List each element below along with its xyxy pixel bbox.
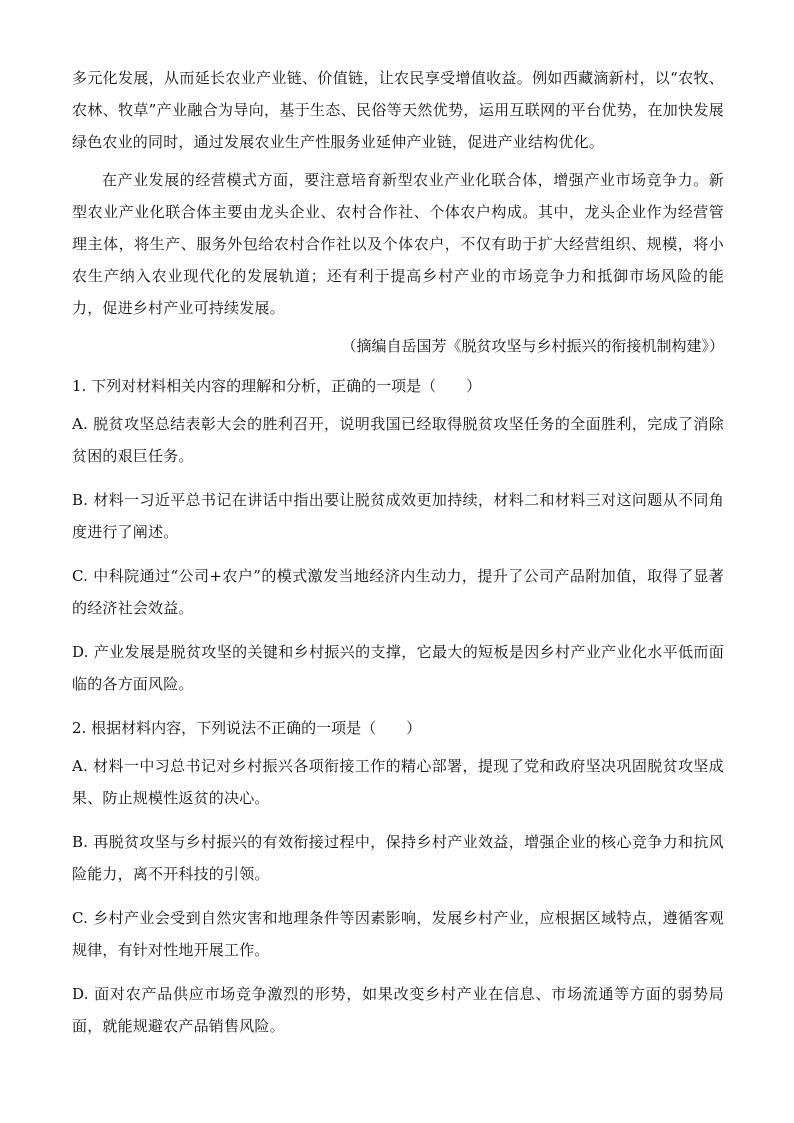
question-2-option-b: B. 再脱贫攻坚与乡村振兴的有效衔接过程中，保持乡村产业效益，增强企业的核心竞争力和抗风险能力，离不开科技的引领。 <box>72 833 724 883</box>
passage-paragraph-1: 多元化发展，从而延长农业产业链、价值链，让农民享受增值收益。例如西藏滴新村，以“农牧、农林、牧草”产业融合为导向，基于生态、民俗等天然优势，运用互联网的平台优势，在加快发展绿色农业的同时，通过发展农业生产性服务业延伸产业链，促进产业结构优化。 <box>72 69 724 151</box>
question-2-option-c: C. 乡村产业会受到自然灾害和地理条件等因素影响，发展乡村产业，应根据区域特点，遵循客观规律，有针对性地开展工作。 <box>72 909 724 959</box>
question-1-option-b: B. 材料一习近平总书记在讲话中指出要让脱贫成效更加持续，材料二和材料三对这问题从不同角度进行了阐述。 <box>72 491 724 541</box>
question-2-stem: 2. 根据材料内容，下列说法不正确的一项是（ ） <box>72 719 422 737</box>
passage-source: （摘编自岳国芳《脱贫攻坚与乡村振兴的衔接机制构建》） <box>341 337 724 355</box>
question-1-option-d: D. 产业发展是脱贫攻坚的关键和乡村振兴的支撑，它最大的短板是因乡村产业产业化水平低而面临的各方面风险。 <box>72 643 724 693</box>
passage-paragraph-2: 在产业发展的经营模式方面，要注意培育新型农业产业化联合体，增强产业市场竞争力。新型农业产业化联合体主要由龙头企业、农村合作社、个体农户构成。其中，龙头企业作为经营管理主体，将生产、服务外包给农村合作社以及个体农户，不仅有助于扩大经营组织、规模，将小农生产纳入农业现代化的发展轨道；还有利于提高乡村产业的市场竞争力和抵御市场风险的能力，促进乡村产业可持续发展。 <box>72 171 724 317</box>
question-1-stem: 1. 下列对材料相关内容的理解和分析，正确的一项是（ ） <box>72 377 482 395</box>
question-2-option-a: A. 材料一中习总书记对乡村振兴各项衔接工作的精心部署，提现了党和政府坚决巩固脱贫攻坚成果、防止规模性返贫的决心。 <box>72 757 724 807</box>
question-1-option-c: C. 中科院通过“公司+农户”的模式激发当地经济内生动力，提升了公司产品附加值，取得了显著的经济社会效益。 <box>72 567 724 617</box>
question-2-option-d: D. 面对农产品供应市场竞争激烈的形势，如果改变乡村产业在信息、市场流通等方面的弱势局面，就能规避农产品销售风险。 <box>72 985 724 1035</box>
document-page <box>72 62 724 1054</box>
question-1-option-a: A. 脱贫攻坚总结表彰大会的胜利召开，说明我国已经取得脱贫攻坚任务的全面胜利，完成了消除贫困的艰巨任务。 <box>72 415 724 465</box>
